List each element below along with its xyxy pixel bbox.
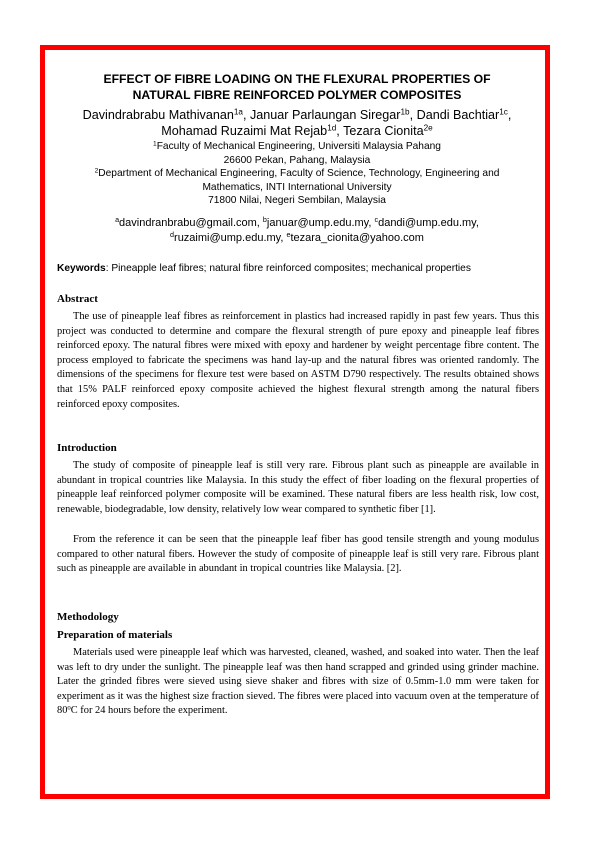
email-address: dandi@ump.edu.my	[378, 217, 476, 229]
title-line-1: EFFECT OF FIBRE LOADING ON THE FLEXURAL PROPERTIES OF	[103, 72, 491, 86]
author-name: Dandi Bachtiar	[416, 108, 500, 122]
author-name: Tezara Cionita	[343, 124, 424, 138]
affiliation-address: 26600 Pekan, Pahang, Malaysia	[223, 154, 371, 166]
methodology-paragraph-1	[57, 646, 539, 719]
introduction-paragraph-2: From the reference it can be seen that the pineapple leaf fiber has good tensile strength and young modulus compared to other natural fibers. However the study of composite of pineapple leaf is still very rare. Fibrous plant such as pineapple are available in abundant in tropical countries like Malaysia. [2].	[57, 534, 539, 575]
author-name: Mohamad Ruzaimi Mat Rejab	[161, 124, 328, 138]
paper-title	[58, 71, 536, 103]
author-line-2	[52, 123, 542, 139]
author-separator: ,	[409, 108, 417, 122]
email-mark: d	[170, 230, 175, 239]
keywords-label: Keywords	[57, 263, 106, 274]
keywords	[57, 263, 539, 274]
email-list	[52, 216, 542, 245]
author-affiliation-mark: 2e	[423, 123, 433, 133]
author-affiliation-mark: 1a	[233, 107, 243, 117]
methodology-text-end: C for 24 hours before the experiment.	[70, 705, 228, 717]
email-mark: c	[374, 216, 379, 225]
affiliation-1	[52, 140, 542, 167]
email-mark: a	[115, 216, 120, 225]
email-address: tezara_cionita@yahoo.com	[290, 231, 424, 244]
email-mark: b	[262, 216, 267, 225]
keywords-text: : Pineapple leaf fibres; natural fibre reinforced composites; mechanical properties	[105, 263, 471, 274]
degree-symbol: o	[67, 704, 71, 712]
email-address: januar@ump.edu.my	[266, 217, 369, 229]
author-list	[52, 107, 542, 139]
introduction-heading: Introduction	[57, 442, 117, 454]
author-affiliation-mark: 1d	[327, 123, 337, 133]
email-line-2: $^d$ruzaimi@ump.edu.my, $^e$tezara_cionita@yahoo.com	[170, 230, 424, 244]
introduction-paragraph-1: The study of composite of pineapple leaf is still very rare. Fibrous plant such as pineapple are available in abundant in tropical countries like Malaysia. In this study the effect of fiber loading on the flexural properties of pineapple leaf reinforced polymer composite will be examined. These natural fibers are less health risk, low cost, renewable, biodegradable, low density, relatively low wear compared to synthetic fiber [1].	[57, 460, 539, 515]
email-mark: e	[286, 230, 291, 239]
author-separator: ,	[507, 108, 512, 122]
affiliation-text: Department of Mechanical Engineering, Faculty of Science, Technology, Engineering and	[98, 168, 500, 179]
author-name: Januar Parlaungan Siregar	[249, 108, 401, 122]
affiliation-text: Faculty of Mechanical Engineering, Universiti Malaysia Pahang	[156, 141, 441, 152]
title-line-2: NATURAL FIBRE REINFORCED POLYMER COMPOSITES	[132, 88, 462, 102]
email-address: davindranbrabu@gmail.com	[119, 217, 257, 229]
methodology-heading: Methodology	[57, 611, 119, 623]
email-line-1: $^a$davindranbrabu@gmail.com, $^b$januar@ump.edu.my, $^c$dandi@ump.edu.my,	[115, 216, 479, 229]
abstract-heading: Abstract	[57, 293, 98, 305]
affiliation-2	[52, 167, 542, 208]
methodology-text: Materials used were pineapple leaf which was harvested, cleaned, washed, and soaked into water. Then the leaf was left to dry under the sunlight. The pineapple leaf was then hand scrapped and grinded using grinder machine. Later the grinded fibres were sieved using sieve shaker and fibres with size of 0.5mm-1.0 mm were taken for experiment as it was the highest size fraction sieved. The fibres were placed into vacuum oven at the temperature of 80	[57, 647, 539, 717]
author-separator: ,	[242, 108, 250, 122]
email-address: ruzaimi@ump.edu.my	[174, 231, 281, 244]
affiliation-text-cont: Mathematics, INTI International University	[202, 181, 392, 193]
abstract-text: The use of pineapple leaf fibres as reinforcement in plastics had increased rapidly in past few years. Thus this project was conducted to determine and compare the flexural strength of pure epoxy and pineapple leaf fibres reinforced epoxy. The natural fibres were mixed with epoxy and hardener by weight percentage fibre content. The process employed to fabricate the specimens was hand lay-up and the natural fibres was oriented randomly. The dimensions of the specimens for flexure test were based on ASTM D790 respectively. The results obtained shows that 15% PALF reinforced epoxy composite achieved the highest flexural strength among the natural fibers reinforced epoxy composites.	[57, 311, 539, 410]
affiliation-address: 71800 Nilai, Negeri Sembilan, Malaysia	[208, 195, 386, 206]
author-affiliation-mark: 1c	[499, 107, 508, 117]
author-line-1	[52, 107, 542, 123]
affiliation-number: 1	[153, 140, 157, 148]
author-separator: ,	[336, 124, 344, 138]
author-affiliation-mark: 1b	[400, 107, 410, 117]
affiliation-number: 2	[94, 167, 99, 175]
author-name: Davindrabrabu Mathivanan	[82, 108, 234, 122]
preparation-subheading: Preparation of materials	[57, 629, 173, 641]
